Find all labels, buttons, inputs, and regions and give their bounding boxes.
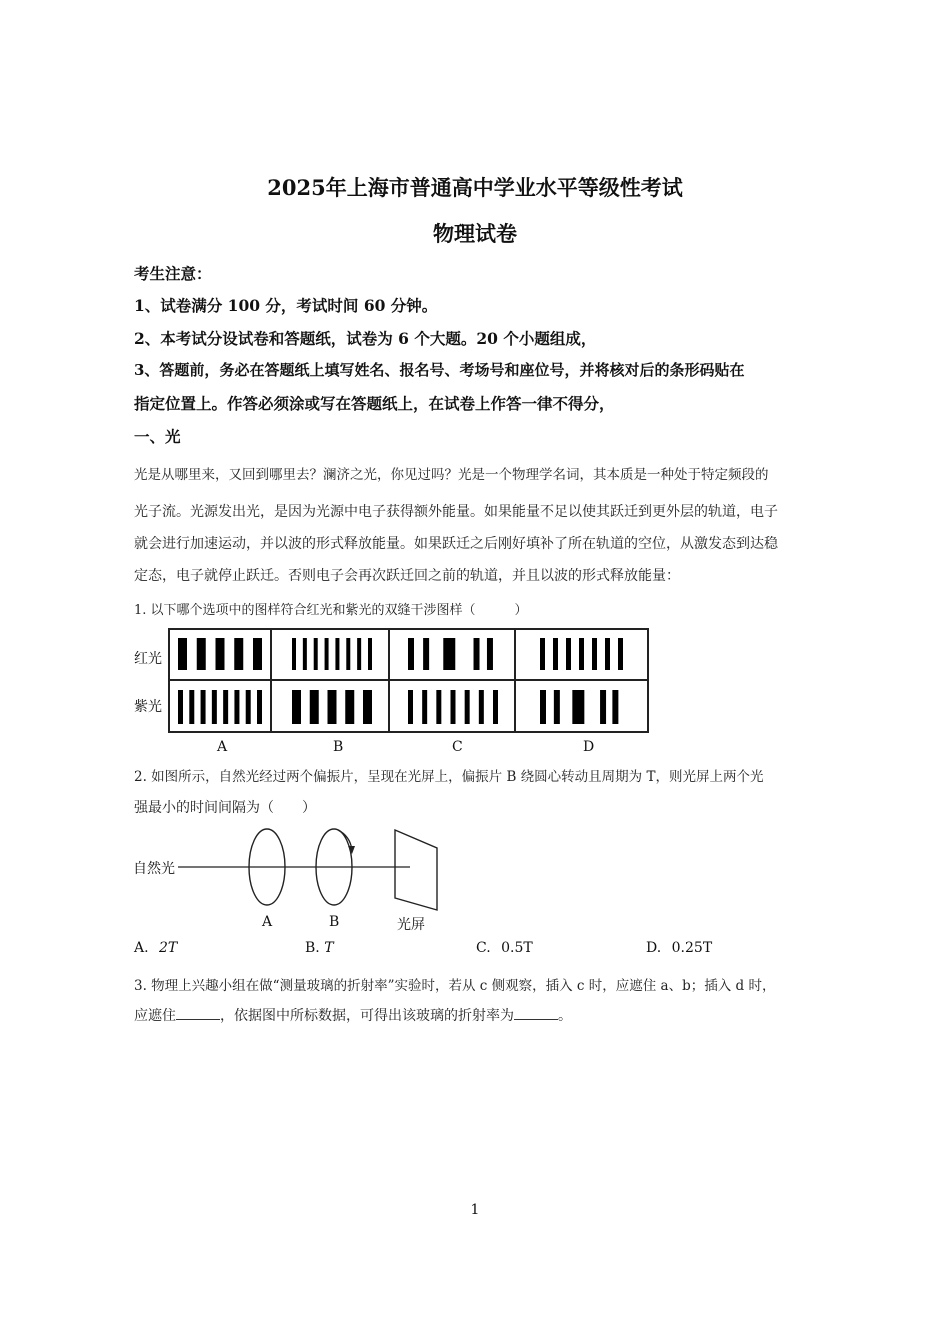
notice-heading: 考生注意： bbox=[134, 264, 212, 283]
fringe-bar bbox=[292, 690, 301, 724]
fringe-bar bbox=[234, 690, 239, 724]
fringe-bar bbox=[436, 690, 441, 724]
q3-line2 bbox=[134, 1005, 572, 1025]
interference-patterns-figure bbox=[168, 628, 650, 734]
notice-item-3-line1: 3、答题前，务必在答题纸上填写姓名、报名号、考场号和座位号，并将核对后的条形码贴在 bbox=[134, 361, 745, 379]
polarizer-figure bbox=[178, 820, 448, 920]
q3-line2-mid: ，依据图中所标数据，可得出该玻璃的折射率为 bbox=[220, 1008, 514, 1024]
passage-line: 就会进行加速运动，并以波的形式释放能量。如果跃迁之后刚好填补了所在轨道的空位，从激发态到达稳 bbox=[134, 536, 778, 552]
option-value: 0.25T bbox=[671, 940, 713, 956]
fringe-bar bbox=[451, 690, 456, 724]
fringe-bar bbox=[357, 638, 361, 670]
fringe-bar bbox=[201, 690, 206, 724]
option-key: B. bbox=[305, 940, 320, 956]
option-key: A. bbox=[134, 940, 149, 956]
fringe-bar bbox=[408, 638, 414, 670]
q3-line2-pre: 应遮住 bbox=[134, 1008, 176, 1024]
passage-line: 光是从哪里来，又回到哪里去？澜济之光，你见过吗？光是一个物理学名词，其本质是一种处于特定频段的 bbox=[134, 467, 769, 483]
row-label-violet: 紫光 bbox=[134, 699, 162, 715]
fringe-bar bbox=[487, 638, 493, 670]
fringe-bar bbox=[246, 690, 251, 724]
fringe-bar bbox=[197, 638, 206, 670]
fringe-bar bbox=[605, 638, 610, 670]
polarizer-a-label: A bbox=[262, 914, 273, 930]
fringe-bar bbox=[566, 638, 571, 670]
light-screen bbox=[395, 830, 437, 910]
fringe-bar bbox=[212, 690, 217, 724]
option-label-c: C bbox=[452, 739, 463, 755]
option-label-d: D bbox=[583, 739, 595, 755]
arrowhead-icon bbox=[348, 846, 355, 854]
q2-option-a bbox=[134, 940, 177, 956]
fringe-bar bbox=[189, 690, 194, 724]
fringe-bar bbox=[257, 690, 262, 724]
fringe-bar bbox=[600, 690, 606, 724]
fringe-bar bbox=[178, 638, 187, 670]
q1-stem: 1. 以下哪个选项中的图样符合红光和紫光的双缝干涉图样（ ） bbox=[134, 603, 528, 618]
option-label-b: B bbox=[333, 739, 344, 755]
fringe-bar bbox=[553, 638, 558, 670]
page-subtitle: 物理试卷 bbox=[433, 221, 517, 246]
screen-label: 光屏 bbox=[397, 917, 425, 933]
fringe-bar bbox=[479, 690, 484, 724]
option-value: 2T bbox=[159, 940, 178, 956]
q3-line2-end: 。 bbox=[558, 1008, 572, 1024]
fringe-bar bbox=[234, 638, 243, 670]
option-label-a: A bbox=[217, 739, 228, 755]
fringe-bar bbox=[554, 690, 560, 724]
option-key: C. bbox=[476, 940, 491, 956]
answer-blank-1 bbox=[176, 1018, 220, 1020]
notice-item-1: 1、试卷满分 100 分，考试时间 60 分钟。 bbox=[134, 296, 438, 315]
q2-option-c bbox=[476, 940, 533, 956]
fringe-bar bbox=[579, 638, 584, 670]
page-title: 2025年上海市普通高中学业水平等级性考试 bbox=[267, 175, 683, 200]
fringe-bar bbox=[423, 638, 429, 670]
fringe-bar bbox=[618, 638, 623, 670]
fringe-bar bbox=[540, 638, 545, 670]
row-label-red: 红光 bbox=[134, 651, 162, 667]
fringe-bar bbox=[368, 638, 372, 670]
page-number: 1 bbox=[470, 1202, 480, 1218]
section-title: 一、光 bbox=[134, 427, 181, 446]
fringe-bar bbox=[292, 638, 296, 670]
fringe-bar bbox=[335, 638, 339, 670]
passage-line: 光子流。光源发出光，是因为光源中电子获得额外能量。如果能量不足以使其跃迁到更外层的轨道，电子 bbox=[134, 504, 778, 520]
q2-option-d bbox=[646, 940, 712, 956]
fringe-bar bbox=[408, 690, 413, 724]
q2-stem-line2: 强最小的时间间隔为（ ） bbox=[134, 800, 316, 816]
notice-item-2: 2、本考试分设试卷和答题纸，试卷为 6 个大题。20 个小题组成， bbox=[134, 329, 597, 348]
fringe-bar bbox=[346, 638, 350, 670]
fringe-bar bbox=[493, 690, 498, 724]
fringe-bar bbox=[223, 690, 228, 724]
fringe-bar bbox=[310, 690, 319, 724]
fringe-bar bbox=[612, 690, 618, 724]
option-value: T bbox=[324, 940, 334, 956]
option-key: D. bbox=[646, 940, 662, 956]
q2-stem-line1: 2. 如图所示，自然光经过两个偏振片，呈现在光屏上，偏振片 B 绕圆心转动且周期为 T，则光屏上两个光 bbox=[134, 769, 764, 785]
fringe-bar bbox=[314, 638, 318, 670]
fringe-bar bbox=[422, 690, 427, 724]
fringe-bar bbox=[178, 690, 183, 724]
fringe-bar bbox=[325, 638, 329, 670]
fringe-bar bbox=[572, 690, 584, 724]
fringe-bar bbox=[592, 638, 597, 670]
fringe-bar bbox=[540, 690, 546, 724]
fringe-bar bbox=[253, 638, 262, 670]
notice-item-3-line2: 指定位置上。作答必须涂或写在答题纸上，在试卷上作答一律不得分， bbox=[134, 394, 615, 413]
fringe-bar bbox=[345, 690, 354, 724]
fringe-bar bbox=[474, 638, 480, 670]
q2-option-b bbox=[305, 940, 334, 956]
fringe-bar bbox=[303, 638, 307, 670]
passage-line: 定态，电子就停止跃迁。否则电子会再次跃迁回之前的轨道，并且以波的形式释放能量： bbox=[134, 568, 680, 584]
polarizer-b-label: B bbox=[329, 914, 340, 930]
fringe-bar bbox=[328, 690, 337, 724]
fringe-bar bbox=[216, 638, 225, 670]
option-value: 0.5T bbox=[501, 940, 533, 956]
fringe-bar bbox=[363, 690, 372, 724]
fringe-bar bbox=[465, 690, 470, 724]
answer-blank-2 bbox=[514, 1018, 558, 1020]
q3-line1: 3. 物理上兴趣小组在做“测量玻璃的折射率”实验时，若从 c 侧观察，插入 c 时，应遮住 a、b；插入 d 时， bbox=[134, 978, 776, 994]
fringe-bar bbox=[443, 638, 455, 670]
natural-light-label: 自然光 bbox=[133, 861, 175, 877]
